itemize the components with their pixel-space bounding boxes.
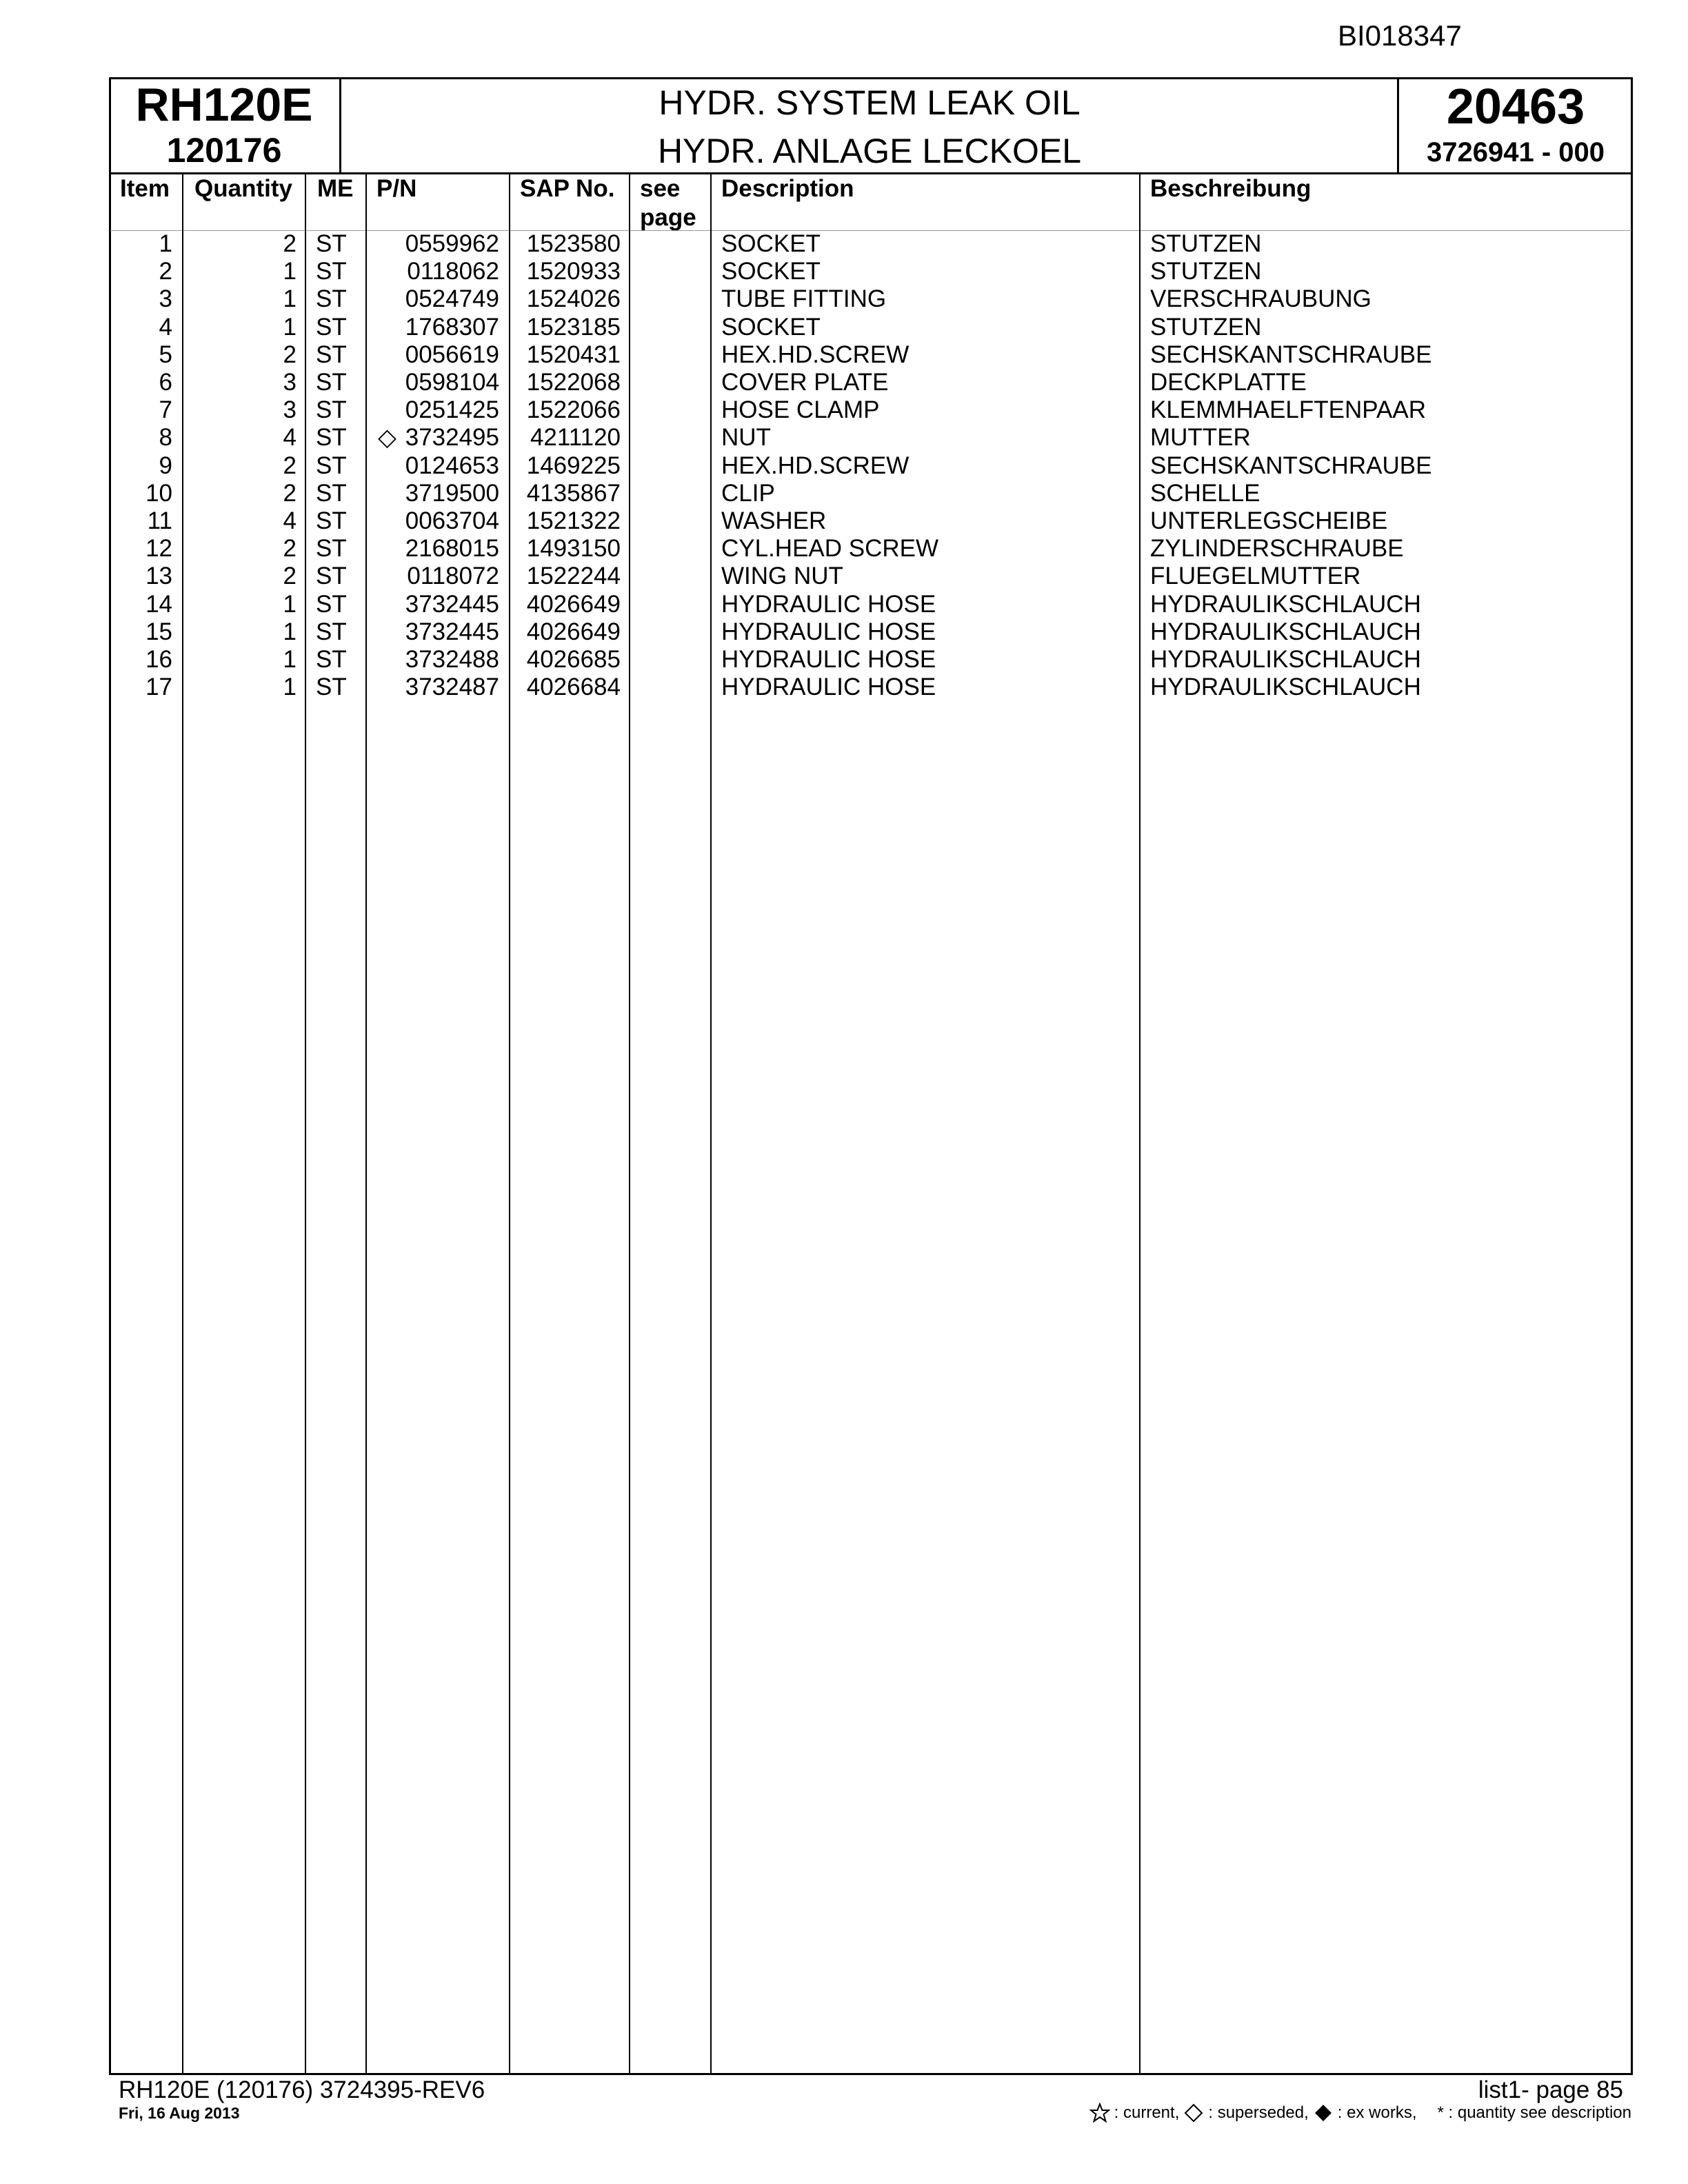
description-cell: SOCKET xyxy=(721,258,821,285)
description-cell: SOCKET xyxy=(721,313,821,341)
part-number-cell: 0598104 xyxy=(405,369,499,396)
sap-number-cell: 1469225 xyxy=(526,452,621,479)
legend-quantity-label: * : quantity see description xyxy=(1437,2103,1631,2122)
column-header-pn: P/N xyxy=(376,175,417,202)
footer-date: Fri, 16 Aug 2013 xyxy=(119,2104,240,2122)
item-cell: 3 xyxy=(159,285,172,313)
beschreibung-cell: HYDRAULIKSCHLAUCH xyxy=(1150,646,1421,673)
me-cell: ST xyxy=(316,396,347,424)
description-cell: HYDRAULIC HOSE xyxy=(721,646,936,673)
sap-number-cell: 1522244 xyxy=(526,563,621,590)
part-number-cell: 3732488 xyxy=(405,646,499,673)
column-separator xyxy=(1139,172,1141,2074)
description-cell: WING NUT xyxy=(721,563,843,590)
serial-number: 120176 xyxy=(166,131,282,170)
sap-number-cell: 1523580 xyxy=(526,230,621,257)
sap-number-cell: 4026685 xyxy=(526,646,621,673)
description-cell: HOSE CLAMP xyxy=(721,396,880,424)
part-number-cell: 0118072 xyxy=(407,563,499,590)
sap-number-cell: 1524026 xyxy=(526,285,621,313)
beschreibung-cell: FLUEGELMUTTER xyxy=(1150,563,1361,590)
me-cell: ST xyxy=(316,590,347,618)
quantity-cell: 3 xyxy=(283,396,297,424)
me-cell: ST xyxy=(316,230,347,257)
description-cell: SOCKET xyxy=(721,230,821,257)
part-number-cell: 3732495 xyxy=(405,424,499,452)
me-cell: ST xyxy=(316,479,347,507)
description-cell: CYL.HEAD SCREW xyxy=(721,535,939,563)
item-cell: 13 xyxy=(145,563,172,590)
quantity-cell: 1 xyxy=(283,590,297,618)
star-outline-icon xyxy=(1089,2103,1110,2123)
beschreibung-cell: SECHSKANTSCHRAUBE xyxy=(1150,452,1432,479)
me-cell: ST xyxy=(316,285,347,313)
description-cell: TUBE FITTING xyxy=(721,285,887,313)
column-header-beschreibung: Beschreibung xyxy=(1150,175,1312,202)
diamond-outline-icon xyxy=(1183,2103,1204,2123)
beschreibung-cell: DECKPLATTE xyxy=(1150,369,1307,396)
part-number-cell: 0524749 xyxy=(405,285,499,313)
sap-number-cell: 4026684 xyxy=(526,674,621,701)
quantity-cell: 1 xyxy=(283,674,297,701)
item-cell: 9 xyxy=(159,452,172,479)
me-cell: ST xyxy=(316,535,347,563)
column-header-description: Description xyxy=(721,175,854,202)
beschreibung-cell: HYDRAULIKSCHLAUCH xyxy=(1150,590,1421,618)
beschreibung-cell: MUTTER xyxy=(1150,424,1251,452)
legend xyxy=(1089,2103,1631,2123)
item-cell: 15 xyxy=(145,618,172,645)
beschreibung-cell: STUTZEN xyxy=(1150,258,1262,285)
item-cell: 6 xyxy=(159,369,172,396)
part-number-cell: 0118062 xyxy=(407,258,499,285)
header-divider xyxy=(339,77,341,174)
legend-current-label: : current, xyxy=(1114,2103,1180,2122)
diamond-filled-icon xyxy=(1313,2103,1334,2123)
page-title-de: HYDR. ANLAGE LECKOEL xyxy=(657,132,1082,170)
part-number-cell: 3732487 xyxy=(405,674,499,701)
quantity-cell: 1 xyxy=(283,646,297,673)
beschreibung-cell: STUTZEN xyxy=(1150,230,1262,257)
me-cell: ST xyxy=(316,563,347,590)
description-cell: HYDRAULIC HOSE xyxy=(721,590,936,618)
sap-number-cell: 4135867 xyxy=(526,479,621,507)
description-cell: HEX.HD.SCREW xyxy=(721,452,910,479)
item-cell: 4 xyxy=(159,313,172,341)
me-cell: ST xyxy=(316,507,347,534)
column-header-sap: SAP No. xyxy=(520,175,615,202)
column-separator xyxy=(305,172,306,2074)
column-separator xyxy=(509,172,510,2074)
beschreibung-cell: HYDRAULIKSCHLAUCH xyxy=(1150,618,1421,645)
column-header-me: ME xyxy=(317,175,354,202)
beschreibung-cell: KLEMMHAELFTENPAAR xyxy=(1150,396,1426,424)
part-number-cell: 3732445 xyxy=(405,618,499,645)
me-cell: ST xyxy=(316,674,347,701)
beschreibung-cell: STUTZEN xyxy=(1150,313,1262,341)
column-separator xyxy=(710,172,712,2074)
beschreibung-cell: ZYLINDERSCHRAUBE xyxy=(1150,535,1404,563)
beschreibung-cell: HYDRAULIKSCHLAUCH xyxy=(1150,674,1421,701)
column-header-page: page xyxy=(640,204,696,231)
item-cell: 8 xyxy=(159,424,172,452)
item-cell: 1 xyxy=(159,230,172,257)
part-number-cell: 0056619 xyxy=(405,341,499,368)
document-id: BI018347 xyxy=(1338,19,1462,52)
column-separator xyxy=(182,172,183,2074)
beschreibung-cell: SECHSKANTSCHRAUBE xyxy=(1150,341,1432,368)
me-cell: ST xyxy=(316,258,347,285)
description-cell: WASHER xyxy=(721,507,827,534)
quantity-cell: 2 xyxy=(283,341,297,368)
item-cell: 17 xyxy=(145,674,172,701)
header-divider xyxy=(1397,77,1399,174)
item-cell: 14 xyxy=(145,590,172,618)
quantity-cell: 2 xyxy=(283,563,297,590)
footer-page-number: list1- page 85 xyxy=(1478,2076,1623,2103)
part-number-cell: 0559962 xyxy=(405,230,499,257)
column-separator xyxy=(365,172,367,2074)
quantity-cell: 4 xyxy=(283,507,297,534)
footer-document-ref: RH120E (120176) 3724395-REV6 xyxy=(119,2076,485,2103)
description-cell: HEX.HD.SCREW xyxy=(721,341,910,368)
beschreibung-cell: UNTERLEGSCHEIBE xyxy=(1150,507,1388,534)
item-cell: 7 xyxy=(159,396,172,424)
column-separator xyxy=(629,172,630,2074)
sap-number-cell: 1522068 xyxy=(526,369,621,396)
group-number: 20463 xyxy=(1446,79,1585,134)
part-number-cell: 1768307 xyxy=(405,313,499,341)
quantity-cell: 4 xyxy=(283,424,297,452)
legend-ex-works-label: : ex works, xyxy=(1337,2103,1417,2122)
group-reference: 3726941 - 000 xyxy=(1426,137,1605,168)
item-cell: 2 xyxy=(159,258,172,285)
sap-number-cell: 1520933 xyxy=(526,258,621,285)
me-cell: ST xyxy=(316,646,347,673)
part-number-cell: 3732445 xyxy=(405,590,499,618)
sap-number-cell: 1493150 xyxy=(526,535,621,563)
part-number-cell: 3719500 xyxy=(405,479,499,507)
quantity-cell: 2 xyxy=(283,479,297,507)
model-name: RH120E xyxy=(135,79,313,131)
superseded-marker: ◇ xyxy=(378,424,396,452)
sap-number-cell: 4026649 xyxy=(526,618,621,645)
item-cell: 16 xyxy=(145,646,172,673)
part-number-cell: 2168015 xyxy=(405,535,499,563)
header-bottom-rule xyxy=(109,172,1633,174)
quantity-cell: 1 xyxy=(283,258,297,285)
me-cell: ST xyxy=(316,341,347,368)
part-number-cell: 0124653 xyxy=(405,452,499,479)
beschreibung-cell: VERSCHRAUBUNG xyxy=(1150,285,1372,313)
sap-number-cell: 1523185 xyxy=(526,313,621,341)
me-cell: ST xyxy=(316,452,347,479)
quantity-cell: 1 xyxy=(283,313,297,341)
item-cell: 11 xyxy=(147,507,172,534)
page-title-en: HYDR. SYSTEM LEAK OIL xyxy=(659,83,1081,122)
legend-superseded-label: : superseded, xyxy=(1208,2103,1309,2122)
quantity-cell: 3 xyxy=(283,369,297,396)
description-cell: COVER PLATE xyxy=(721,369,889,396)
item-cell: 12 xyxy=(145,535,172,563)
me-cell: ST xyxy=(316,618,347,645)
quantity-cell: 2 xyxy=(283,535,297,563)
sap-number-cell: 4026649 xyxy=(526,590,621,618)
me-cell: ST xyxy=(316,313,347,341)
me-cell: ST xyxy=(316,369,347,396)
column-header-quantity: Quantity xyxy=(194,175,292,202)
sap-number-cell: 1522066 xyxy=(526,396,621,424)
sap-number-cell: 1520431 xyxy=(526,341,621,368)
part-number-cell: 0063704 xyxy=(405,507,499,534)
quantity-cell: 1 xyxy=(283,285,297,313)
description-cell: HYDRAULIC HOSE xyxy=(721,618,936,645)
quantity-cell: 2 xyxy=(283,452,297,479)
me-cell: ST xyxy=(316,424,347,452)
description-cell: HYDRAULIC HOSE xyxy=(721,674,936,701)
item-cell: 10 xyxy=(145,479,172,507)
part-number-cell: 0251425 xyxy=(405,396,499,424)
quantity-cell: 1 xyxy=(283,618,297,645)
description-cell: NUT xyxy=(721,424,771,452)
column-header-see: see xyxy=(640,175,681,202)
item-cell: 5 xyxy=(159,341,172,368)
sap-number-cell: 1521322 xyxy=(526,507,621,534)
column-header-item: Item xyxy=(120,175,170,202)
beschreibung-cell: SCHELLE xyxy=(1150,479,1260,507)
sap-number-cell: 4211120 xyxy=(530,424,621,452)
description-cell: CLIP xyxy=(721,479,775,507)
quantity-cell: 2 xyxy=(283,230,297,257)
